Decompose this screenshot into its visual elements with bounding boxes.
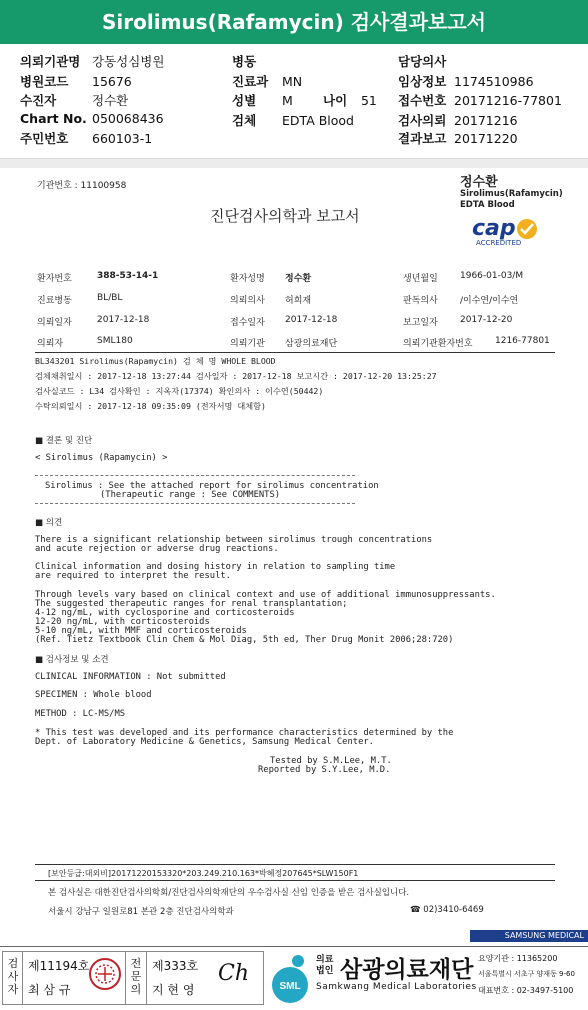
info-value: 정수환 [92,93,129,108]
pt-label: 보고일자 [403,318,438,328]
org-prefix [316,955,333,977]
pt-label: 접수일자 [230,318,265,328]
certification-text: 본 검사실은 대한진단검사의학회/진단검사의학재단의 우수검사실 신임 인증을 받은 검사실입니다. [48,888,410,898]
report-subtitle: 진단검사의학과 보고서 [210,207,360,225]
info-label: 검사의뢰 [398,113,447,128]
info-value: 050068436 [92,111,164,126]
comment-line: are required to interpret the result. [35,571,231,582]
pt-value: 1216-77801 [495,336,550,346]
security-line: [보안등급:대외비]20171220153320*203.249.210.163*박혜정207645*SLW150F1 [48,869,359,878]
info-field [20,129,152,147]
section-conclusion: ■ 결론 및 진단 [35,436,93,446]
info-label: 접수번호 [398,93,447,108]
pt-value: 삼광의료재단 [285,339,338,349]
note-line-1: * This test was developed and its performance characteristics determined by the [35,728,454,738]
rule [35,864,555,865]
info-value: M [282,93,293,108]
pt-value: 2017-12-18 [285,315,338,325]
specialist-name: 지 현 영 [152,983,195,997]
org-name: 삼광의료재단 [340,957,474,983]
info-field [20,52,164,70]
tested-by: Tested by S.M.Lee, M.T. [270,756,392,766]
inspector-license: 제11194호 [28,959,90,973]
pt-label: 의뢰기관 [230,339,265,349]
info-field [398,91,562,109]
method-info: METHOD : LC-MS/MS [35,709,126,719]
reported-by: Reported by S.Y.Lee, M.D. [258,765,391,775]
org-prefix-2: 법인 [316,966,334,976]
org-phone: 대표번호 : 02-3497-5100 [478,986,574,995]
info-value: 1174510986 [454,74,534,89]
age-field [323,91,377,109]
inspector-seal-icon [88,957,122,991]
pt-value: BL/BL [97,293,123,303]
dashed-rule [35,503,355,504]
specimen-line: 수탁의뢰일시 : 2017-12-18 09:35:09 (전자서명 대체함) [35,401,266,411]
pt-label: 진료병동 [37,296,72,306]
comment-line: The suggested therapeutic ranges for renal transplantation; [35,598,348,609]
comment-line: Clinical information and dosing history in relation to sampling time [35,562,396,573]
rule [35,880,555,881]
dashed-rule [35,475,355,476]
org-prefix-1: 의료 [316,955,334,965]
pt-value: 2017-12-18 [97,315,150,325]
comment-line: and acute rejection or adverse drug reactions. [35,544,279,555]
info-label: 임상정보 [398,74,447,89]
cap-accredited-logo [472,218,542,248]
info-field [398,111,518,129]
test-name: < Sirolimus (Rapamycin) > [35,453,168,463]
pt-label: 의뢰자 [37,339,64,349]
info-value: 20171216-77801 [454,93,562,108]
info-label: 병원코드 [20,74,69,89]
info-value: MN [282,74,303,89]
comment-line: Through levels vary based on clinical context and use of additional immunosuppressants. [35,589,496,600]
rule [35,352,555,353]
section-test-info: ■ 검사정보 및 소견 [35,655,109,665]
info-label: 검체 [232,113,257,128]
pt-label: 생년월일 [403,274,438,284]
info-value: 660103-1 [92,131,153,146]
info-field [20,72,132,90]
cap-logo-text: cap [472,216,516,241]
info-field [398,52,454,70]
stamp-test-name: Sirolimus(Rafamycin) [460,189,563,199]
result-line-2: (Therapeutic range : See COMMENTS) [100,490,281,500]
specimen-line: 검사실코드 : L34 검사확인 : 지옥자(17374) 확인의사 : 이수연(50442) [35,386,324,396]
info-label: 의뢰기관명 [20,54,81,69]
pt-value: 388-53-14-1 [97,271,159,281]
clinical-info: CLINICAL INFORMATION : Not submitted [35,672,226,682]
info-field [232,111,354,129]
stamp-patient-name: 정수환 [460,175,498,190]
pt-value: 정수환 [285,274,312,284]
info-value: 20171220 [454,131,518,146]
info-field [232,91,293,109]
lab-address: 서울시 강남구 일원로81 본관 2층 진단검사의학과 [48,907,234,917]
vertical-char: 전 [130,957,142,970]
lab-phone: ☎ 02)3410-6469 [410,905,484,915]
pt-label: 의뢰일자 [37,318,72,328]
footer [0,946,588,1010]
specialist-label [128,957,144,996]
vertical-char: 자 [7,983,19,996]
info-label: 병동 [232,54,257,69]
info-field [232,72,302,90]
institution-number: 기관번호 : 11100958 [37,181,127,191]
comment-line: 5-10 ng/mL, with MMF and corticosteroids [35,626,247,636]
comment-line: (Ref. Tietz Textbook Clin Chem & Mol Diag, 5th ed, Ther Drug Monit 2006;28:720) [35,635,454,646]
report-title: Sirolimus(Rafamycin) 검사결과보고서 [0,0,588,44]
result-line-1: Sirolimus : See the attached report for sirolimus concentration [45,481,379,491]
info-value: 20171216 [454,113,518,128]
info-label: 결과보고 [398,131,447,146]
specimen-line: 검체채취일시 : 2017-12-18 13:27:44 검사일자 : 2017-12-18 보고시간 : 2017-12-20 13:25:27 [35,371,437,381]
info-field [232,52,282,70]
inspector-label [5,957,21,996]
pt-value: SML180 [97,336,133,346]
pt-label: 환자번호 [37,274,72,284]
inspector-name: 최 삼 규 [28,983,71,997]
pt-value: 2017-12-20 [460,315,513,325]
age-value: 51 [360,93,377,108]
info-label: 담당의사 [398,54,447,69]
note-line-2: Dept. of Laboratory Medicine & Genetics, Samsung Medical Center. [35,737,374,747]
age-label: 나이 [323,93,348,108]
info-value: 15676 [92,74,132,89]
sml-logo-icon [268,953,312,1003]
samsung-medical-logo: SAMSUNG MEDICAL [470,930,588,942]
comment-line: 4-12 ng/mL, with cyclosporine and corticosteroids [35,607,295,618]
pt-label: 환자성명 [230,274,265,284]
specimen-line: BL343201 Sirolimus(Rapamycin) 검 체 명 WHOLE BLOOD [35,356,276,366]
info-label: 진료과 [232,74,269,89]
pt-value: /이수연/이수연 [460,296,519,306]
section-divider [0,158,588,168]
specialist-license: 제333호 [152,959,199,973]
info-label: Chart No. [20,111,87,126]
cap-check-icon [516,218,538,240]
specialist-signature: Ch [218,961,250,986]
vertical-char: 의 [130,983,142,996]
info-value: 강동성심병원 [92,54,165,69]
pt-value: 허희재 [285,296,312,306]
sml-logo-text: SML [279,981,301,992]
info-label: 수진자 [20,93,57,108]
vertical-char: 검 [7,957,19,970]
cap-accredited-text: ACCREDITED [476,239,522,247]
section-comments: ■ 의견 [35,518,63,528]
pt-label: 의뢰기관환자번호 [403,339,473,349]
org-address: 서울특별시 서초구 양재동 9-60 [478,970,575,978]
stamp-specimen: EDTA Blood [460,200,515,210]
info-label: 주민번호 [20,131,69,146]
pt-value: 1966-01-03/M [460,271,524,281]
info-field [398,72,534,90]
vertical-char: 문 [130,970,142,983]
pt-label: 판독의사 [403,296,438,306]
info-field [398,129,518,147]
comment-line: There is a significant relationship between sirolimus trough concentrations [35,535,433,545]
specimen-info: SPECIMEN : Whole blood [35,690,152,700]
info-field [20,91,128,109]
vertical-char: 사 [7,970,19,983]
org-english-name: Samkwang Medical Laboratories [316,982,477,992]
comment-line: 12-20 ng/mL, with corticosteroids [35,616,210,627]
info-label: 성별 [232,93,257,108]
lab-license: 요양기관 : 11365200 [478,954,558,963]
info-value: EDTA Blood [282,113,354,128]
info-field [20,111,164,126]
pt-label: 의뢰의사 [230,296,265,306]
